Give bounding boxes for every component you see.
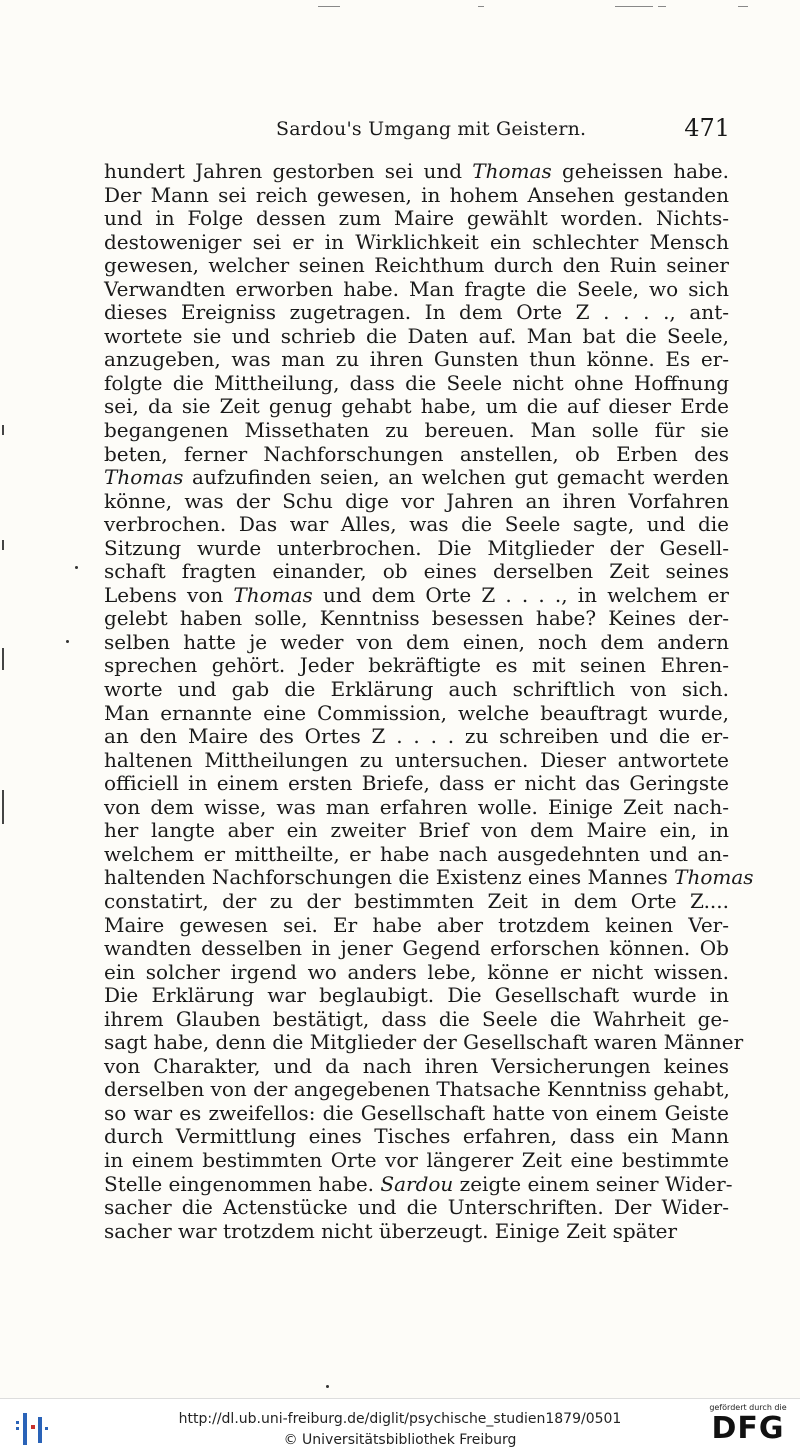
text-run: her langte aber ein zweiter Brief von dem Maire ein, in xyxy=(104,818,729,843)
text-line xyxy=(104,654,729,678)
text-run: Man ernannte eine Commission, welche beauftragt wurde, xyxy=(104,700,729,725)
text-run: schaft fragten einander, ob eines derselben Zeit seines xyxy=(104,559,729,584)
text-run: hundert Jahren gestorben sei und xyxy=(104,159,473,183)
text-run: sacher war trotzdem nicht überzeugt. Einige Zeit später xyxy=(104,1218,678,1243)
italic-name: Thomas xyxy=(674,865,754,890)
text-run: an den Maire des Ortes Z . . . . zu schreiben und die er- xyxy=(104,724,729,749)
text-run: Maire gewesen sei. Er habe aber trotzdem keinen Ver- xyxy=(104,912,729,937)
text-run: constatirt, der zu der bestimmten Zeit in dem Orte Z.... xyxy=(104,888,729,913)
text-line xyxy=(104,937,729,961)
text-run: wandten desselben in jener Gegend erforschen können. Ob xyxy=(104,936,729,961)
text-line xyxy=(104,1220,729,1244)
text-line xyxy=(104,772,729,796)
text-line xyxy=(104,819,729,843)
text-line xyxy=(104,1008,729,1032)
text-line xyxy=(104,537,729,561)
text-line xyxy=(104,1125,729,1149)
text-line xyxy=(104,1149,729,1173)
text-line xyxy=(104,961,729,985)
italic-name: Thomas xyxy=(472,159,552,183)
italic-name: Sardou xyxy=(380,1171,454,1196)
italic-name: Thomas xyxy=(104,465,184,490)
stray-ink-dot xyxy=(66,640,69,643)
text-line xyxy=(104,160,729,184)
text-run: Die Erklärung war beglaubigt. Die Gesellschaft wurde in xyxy=(104,983,729,1008)
text-line xyxy=(104,914,729,938)
text-run: beten, ferner Nachforschungen anstellen, ob Erben des xyxy=(104,441,729,466)
text-run: in einem bestimmten Orte vor längerer Zeit eine bestimmte xyxy=(104,1147,729,1172)
text-run: durch Vermittlung eines Tisches erfahren, dass ein Mann xyxy=(104,1124,729,1149)
text-run: welchem er mittheilte, er habe nach ausgedehnten und an- xyxy=(104,841,729,866)
body-text xyxy=(104,159,754,1243)
text-line xyxy=(104,1055,729,1079)
text-line xyxy=(104,1102,729,1126)
text-run: Der Mann sei reich gewesen, in hohem Ansehen gestanden xyxy=(104,182,729,207)
text-run: destoweniger sei er in Wirklichkeit ein schlechter Mensch xyxy=(104,229,729,254)
text-run: sprechen gehört. Jeder bekräftigte es mit seinen Ehren- xyxy=(104,653,729,678)
scan-top-marks xyxy=(0,0,800,14)
text-line xyxy=(104,254,729,278)
text-run: verbrochen. Das war Alles, was die Seele sagte, und die xyxy=(104,512,729,537)
stray-ink-dot xyxy=(326,1385,329,1388)
text-run: anzugeben, was man zu ihren Gunsten thun könne. Es er- xyxy=(104,347,729,372)
text-run: sacher die Actenstücke und die Unterschriften. Der Wider- xyxy=(104,1195,729,1220)
text-run: Lebens von xyxy=(104,582,234,607)
text-run: ihrem Glauben bestätigt, dass die Seele die Wahrheit ge- xyxy=(104,1006,729,1031)
source-url[interactable]: http://dl.ub.uni-freiburg.de/diglit/psychische_studien1879/0501 xyxy=(178,1411,622,1427)
text-run: so war es zweifellos: die Gesellschaft hatte von einem Geiste xyxy=(104,1100,729,1125)
text-line xyxy=(104,348,729,372)
text-line xyxy=(104,278,729,302)
text-run: haltenden Nachforschungen die Existenz eines Mannes xyxy=(104,865,675,890)
text-line xyxy=(104,843,729,867)
text-run: Verwandten erworben habe. Man fragte die Seele, wo sich xyxy=(104,276,729,301)
text-run: gewesen, welcher seinen Reichthum durch den Ruin seiner xyxy=(104,253,729,278)
text-run: gelebt haben solle, Kenntniss besessen habe? Keines der- xyxy=(104,606,729,631)
text-run: begangenen Missethaten zu bereuen. Man solle für sie xyxy=(104,418,729,443)
text-line xyxy=(104,865,754,890)
italic-name: Thomas xyxy=(233,582,313,607)
text-line xyxy=(104,702,729,726)
text-line xyxy=(104,678,729,702)
dfg-badge xyxy=(704,1403,792,1451)
dfg-logo: DFG xyxy=(711,1411,785,1446)
text-line xyxy=(104,372,729,396)
dfg-tagline: gefördert durch die xyxy=(709,1403,787,1412)
text-line xyxy=(104,560,729,584)
text-line xyxy=(104,1171,733,1197)
text-run: und dem Orte Z . . . ., in welchem er xyxy=(312,582,729,607)
text-line xyxy=(104,443,729,467)
text-line xyxy=(104,231,729,255)
running-head: Sardou's Umgang mit Geistern. xyxy=(276,118,587,140)
text-line xyxy=(104,301,729,325)
text-run: könne, was der Schu dige vor Jahren an ihren Vorfahren xyxy=(104,488,729,513)
page-header xyxy=(104,112,730,146)
text-line xyxy=(104,466,729,490)
text-line xyxy=(104,584,729,608)
text-run: Stelle eingenommen habe. xyxy=(104,1171,381,1196)
text-run: zeigte einem seiner Wider- xyxy=(453,1171,733,1196)
text-line xyxy=(104,1196,729,1220)
text-line xyxy=(104,419,729,443)
text-line xyxy=(104,490,729,514)
text-line xyxy=(104,631,729,655)
text-line xyxy=(104,749,729,773)
text-run: wortete sie und schrieb die Daten auf. Man bat die Seele, xyxy=(104,323,729,348)
text-line xyxy=(104,984,729,1008)
text-run: Sitzung wurde unterbrochen. Die Mitglieder der Gesell- xyxy=(104,535,729,560)
text-line xyxy=(104,890,729,914)
text-run: sagt habe, denn die Mitglieder der Gesellschaft waren Männer xyxy=(104,1030,744,1055)
text-line xyxy=(104,796,729,820)
text-line xyxy=(104,325,729,349)
text-line xyxy=(104,513,729,537)
text-run: folgte die Mittheilung, dass die Seele nicht ohne Hoffnung xyxy=(104,370,729,395)
stray-ink-dot xyxy=(75,566,78,569)
text-line xyxy=(104,184,729,208)
text-run: worte und gab die Erklärung auch schriftlich von sich. xyxy=(104,677,729,702)
footer-bar xyxy=(0,1398,800,1455)
text-run: von Charakter, und da nach ihren Versicherungen keines xyxy=(104,1053,729,1078)
text-line xyxy=(104,607,729,631)
text-run: haltenen Mittheilungen zu untersuchen. Dieser antwortete xyxy=(104,747,729,772)
text-line xyxy=(104,395,729,419)
text-run: und in Folge dessen zum Maire gewählt worden. Nichts- xyxy=(104,206,729,231)
text-line xyxy=(104,1078,729,1102)
text-run: sei, da sie Zeit genug gehabt habe, um die auf dieser Erde xyxy=(104,394,729,419)
text-run: selben hatte je weder von dem einen, noch dem andern xyxy=(104,629,729,654)
text-run: derselben von der angegebenen Thatsache Kenntniss gehabt, xyxy=(104,1077,730,1102)
text-run: officiell in einem ersten Briefe, dass er nicht das Geringste xyxy=(104,771,729,796)
page-number: 471 xyxy=(684,114,730,142)
text-run: aufzufinden seien, an welchen gut gemacht werden xyxy=(183,465,729,490)
text-run: von dem wisse, was man erfahren wolle. Einige Zeit nach- xyxy=(104,794,729,819)
text-line xyxy=(104,1030,744,1055)
text-run: dieses Ereigniss zugetragen. In dem Orte Z . . . ., ant- xyxy=(104,300,729,325)
copyright-notice: © Universitätsbibliothek Freiburg xyxy=(283,1432,517,1448)
text-run: geheissen habe. xyxy=(551,159,729,183)
text-line xyxy=(104,725,729,749)
text-run: ein solcher irgend wo anders lebe, könne er nicht wissen. xyxy=(104,959,729,984)
text-line xyxy=(104,207,729,231)
